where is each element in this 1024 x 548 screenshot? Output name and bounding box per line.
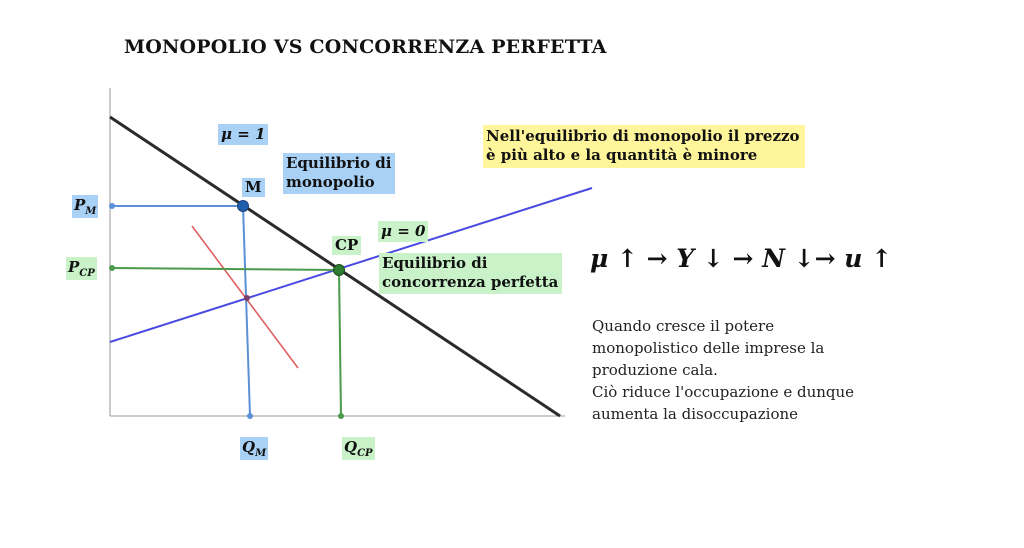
pcp-axis-dot <box>109 265 115 271</box>
q-cp-label: $Q_{CP}$ <box>344 438 373 459</box>
equilibrio-concorrenza-line1: Equilibrio di <box>382 254 488 272</box>
point-cp-label: CP <box>332 236 361 255</box>
note-line1: Nell'equilibrio di monopolio il prezzo <box>486 127 800 145</box>
mu-1-label: μ = 1 <box>218 124 268 145</box>
qcp-guide <box>339 270 341 416</box>
point-m-label: M <box>242 178 265 197</box>
p-cp-label: $P_{CP}$ <box>68 258 95 279</box>
explanation-line: produzione cala. <box>592 361 718 379</box>
q-m-label: $Q_M$ <box>242 438 267 459</box>
page-title: MONOPOLIO VS CONCORRENZA PERFETTA <box>124 36 607 58</box>
explanation-line: monopolistico delle imprese la <box>592 339 825 357</box>
p-m-label: $P_M$ <box>74 196 97 217</box>
note-box <box>483 125 805 168</box>
pm-axis-dot <box>109 203 115 209</box>
pcp-guide <box>112 268 339 270</box>
causal-chain-equation: μ ↑ → Y ↓ → N ↓→ u ↑ <box>590 244 893 273</box>
equilibrio-concorrenza-line2: concorrenza perfetta <box>382 273 559 291</box>
mu-0-label: μ = 0 <box>378 221 428 242</box>
explanation-text <box>592 315 854 425</box>
equilibrio-concorrenza-label <box>379 253 562 294</box>
point-cp-dot <box>334 265 345 276</box>
explanation-line: aumenta la disoccupazione <box>592 405 799 423</box>
equilibrio-monopolio-line1: Equilibrio di <box>286 154 392 172</box>
qm-axis-dot <box>247 413 253 419</box>
explanation-line: Ciò riduce l'occupazione e dunque <box>592 383 855 401</box>
equilibrio-monopolio-label <box>283 153 395 194</box>
explanation-line: Quando cresce il potere <box>592 317 775 335</box>
qcp-axis-dot <box>338 413 344 419</box>
equilibrio-monopolio-line2: monopolio <box>286 173 375 191</box>
note-line2: è più alto e la quantità è minore <box>486 146 758 164</box>
qm-guide <box>243 206 250 416</box>
markup-supply-dot <box>244 295 250 301</box>
point-m-dot <box>238 201 249 212</box>
